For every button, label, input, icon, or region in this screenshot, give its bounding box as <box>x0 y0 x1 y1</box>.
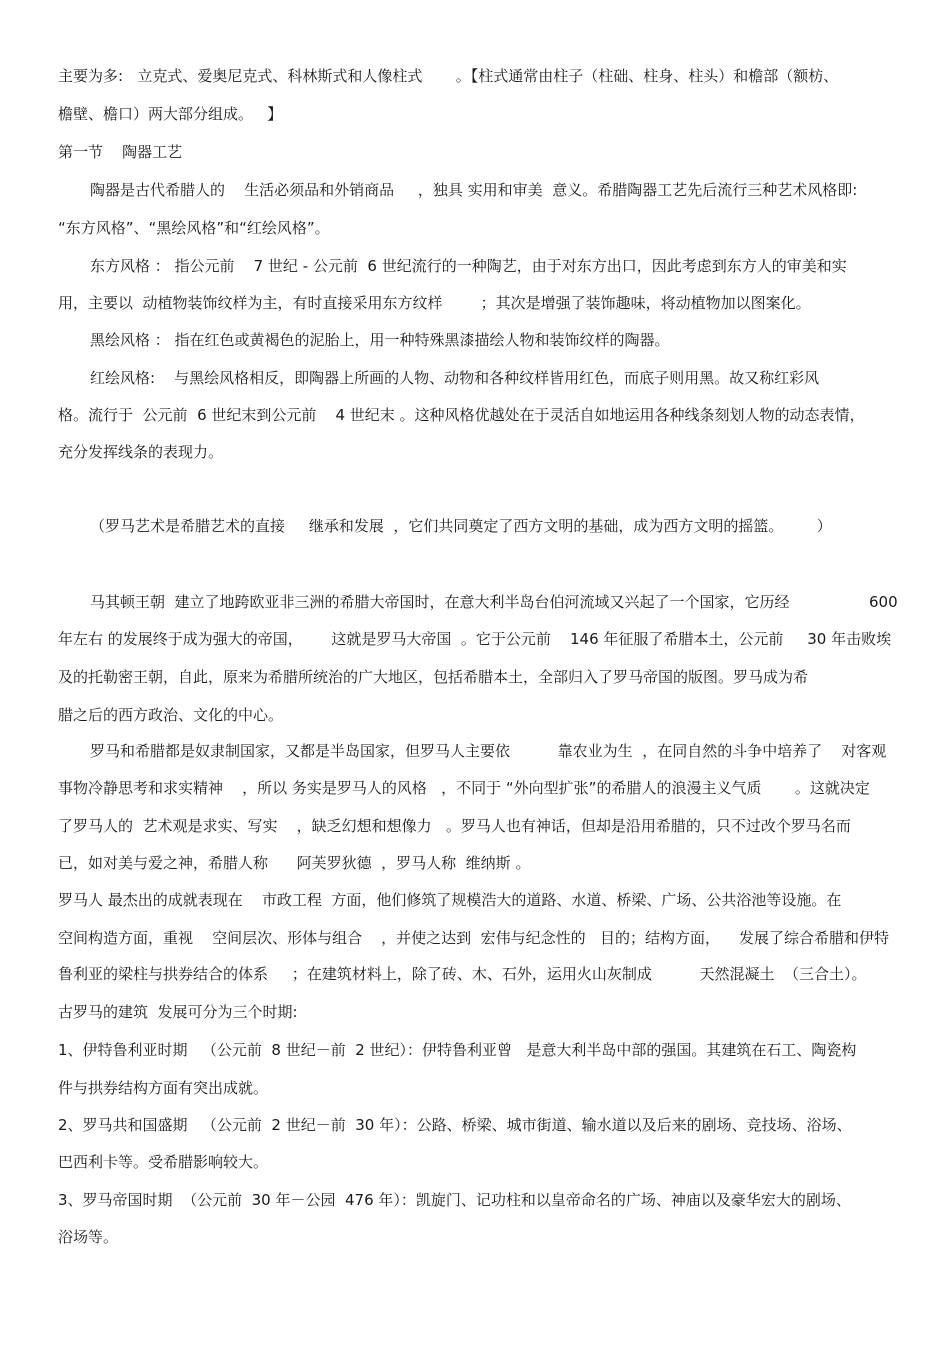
list-item: 件与拱券结构方面有突出成就。 <box>58 1079 269 1097</box>
paragraph-line: 已，如对美与爱之神，希腊人称 阿芙罗狄德 ，罗马人称 维纳斯 。 <box>58 854 531 872</box>
paragraph-line: 东方风格 ： 指公元前 7 世纪 - 公元前 6 世纪流行的一种陶艺，由于对东方出口，因此考虑到东方人的审美和实 <box>90 257 847 275</box>
paragraph-line: 檐壁、檐口）两大部分组成。 】 <box>58 105 283 123</box>
paragraph-line: 黑绘风格 ： 指在红色或黄褐色的泥胎上，用一种特殊黑漆描绘人物和装饰纹样的陶器。 <box>90 331 670 349</box>
section-heading: 第一节 陶器工艺 <box>58 143 183 161</box>
paragraph-line: 腊之后的西方政治、文化的中心。 <box>58 706 284 724</box>
paragraph-line: 古罗马的建筑 发展可分为三个时期: <box>58 1003 298 1021</box>
paragraph-line: 陶器是古代希腊人的 生活必须品和外销商品 ，独具 实用和审美 意义。希腊陶器工艺先后流行三种艺术风格即: <box>90 181 858 199</box>
paragraph-line: 及的托勒密王朝，自此，原来为希腊所统治的广大地区，包括希腊本土，全部归入了罗马帝国的版图。罗马成为希 <box>58 668 809 686</box>
paragraph-line: 了罗马人的 艺术观是求实、写实 ，缺乏幻想和想像力 。罗马人也有神话，但却是沿用希腊的，只不过改个罗马名而 <box>58 817 851 835</box>
list-item: 浴场等。 <box>58 1228 119 1246</box>
paragraph-line: “东方风格”、“黑绘风格”和“红绘风格”。 <box>58 219 330 237</box>
paragraph-line: 充分发挥线条的表现力。 <box>58 443 224 461</box>
paragraph-line: 事物冷静思考和求实精神 ，所以 务实是罗马人的风格 ，不同于 “外向型扩张”的希腊人的浪漫主义气质 。这就决定 <box>58 779 870 797</box>
list-item: 1、伊特鲁利亚时期 （公元前 8 世纪－前 2 世纪）：伊特鲁利亚曾 是意大利半岛中部的强国。其建筑在石工、陶瓷构 <box>58 1041 857 1059</box>
paragraph-line: 红绘风格: 与黑绘风格相反，即陶器上所画的人物、动物和各种纹样皆用红色，而底子则用黑。故又称红彩风 <box>90 369 820 387</box>
paragraph-line: 马其顿王朝 建立了地跨欧亚非三洲的希腊大帝国时，在意大利半岛台伯河流域又兴起了一个国家，它历经 <box>90 593 790 611</box>
paragraph-line: 600 <box>869 593 898 611</box>
paragraph-line: 年左右 的发展终于成为强大的帝国， 这就是罗马大帝国 。它于公元前 146 年征服了希腊本土，公元前 30 年击败埃 <box>58 630 892 648</box>
paragraph-line: 用，主要以 动植物装饰纹样为主，有时直接采用东方纹样 ；其次是增强了装饰趣味，将动植物加以图案化。 <box>58 294 811 312</box>
paragraph-line: 格。流行于 公元前 6 世纪末到公元前 4 世纪末 。这种风格优越处在于灵活自如地运用各种线条刻划人物的动态表情， <box>58 406 865 424</box>
list-item: 巴西利卡等。受希腊影响较大。 <box>58 1153 269 1171</box>
paragraph-line: 空间构造方面，重视 空间层次、形体与组合 ，并使之达到 宏伟与纪念性的 目的；结构方面， 发展了综合希腊和伊特 <box>58 929 890 947</box>
list-item: 2、罗马共和国盛期 （公元前 2 世纪－前 30 年）：公路、桥梁、城市街道、输水道以及后来的剧场、竞技场、浴场、 <box>58 1116 852 1134</box>
paragraph-line: 罗马人 最杰出的成就表现在 市政工程 方面，他们修筑了规模浩大的道路、水道、桥梁、广场、公共浴池等设施。在 <box>58 891 842 909</box>
paragraph-line: 主要为多: 立克式、爱奥尼克式、科林斯式和人像柱式 。【柱式通常由柱子（柱础、柱身、柱头）和檐部（额枋、 <box>58 67 839 85</box>
paragraph-line: 罗马和希腊都是奴隶制国家，又都是半岛国家，但罗马人主要依 靠农业为生 ，在同自然的斗争中培养了 对客观 <box>90 742 887 760</box>
paragraph-line: 鲁利亚的梁柱与拱券结合的体系 ；在建筑材料上，除了砖、木、石外，运用火山灰制成 天然混凝土 （三合土）。 <box>58 965 867 983</box>
list-item: 3、罗马帝国时期 （公元前 30 年－公园 476 年）：凯旋门、记功柱和以皇帝命名的广场、神庙以及豪华宏大的剧场、 <box>58 1191 851 1209</box>
paragraph-line: （罗马艺术是希腊艺术的直接 继承和发展 ，它们共同奠定了西方文明的基础，成为西方文明的摇篮。 ） <box>90 517 832 535</box>
